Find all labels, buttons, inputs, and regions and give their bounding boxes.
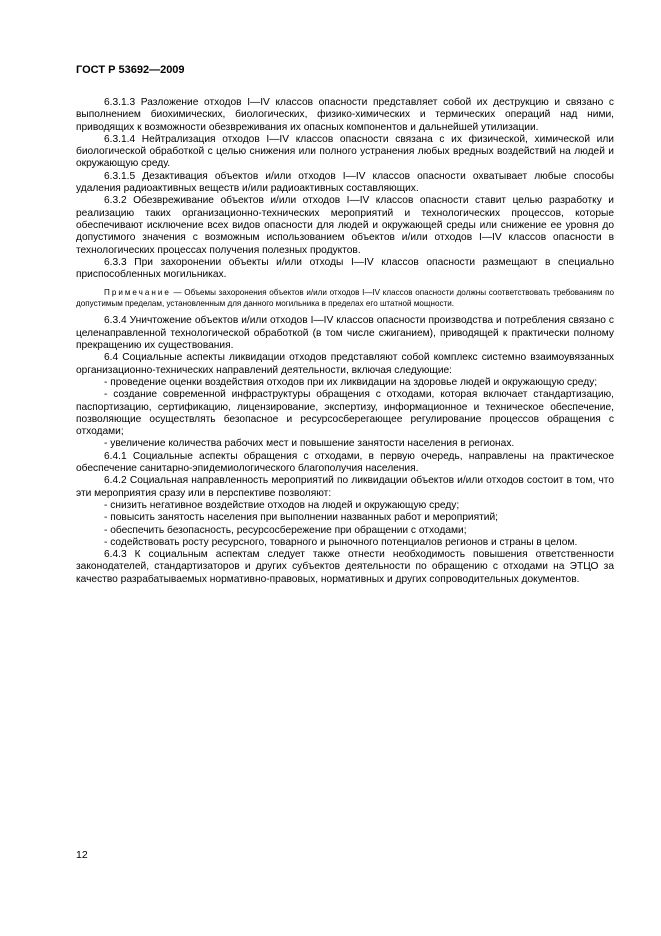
- list-item: - снизить негативное воздействие отходов на людей и окружающую среду;: [104, 499, 460, 511]
- paragraph-6-4-1: 6.4.1 Социальные аспекты обращения с отходами, в первую очередь, направлены на практическое обеспечение санитарно-эпидемиологического благополучия населения.: [76, 450, 614, 475]
- list-item: - обеспечить безопасность, ресурсосбережение при обращении с отходами;: [104, 524, 467, 536]
- document-header: ГОСТ Р 53692—2009: [76, 64, 185, 76]
- paragraph-6-4: 6.4 Социальные аспекты ликвидации отходов представляют собой комплекс системно взаимоувязанных организационно-технических направлений деятельности, включая следующие:: [76, 352, 614, 376]
- paragraph-6-4-2: 6.4.2 Социальная направленность мероприятий по ликвидации объектов и/или отходов состоит в том, что эти мероприятия сразу или в перспективе позволяют:: [76, 475, 614, 499]
- list-item: - содействовать росту ресурсного, товарного и рыночного потенциалов регионов и страны в целом.: [104, 536, 578, 548]
- list-item: - создание современной инфраструктуры обращения с отходами, которая включает стандартизацию, паспортизацию, сертификацию, лицензирование, экспертизу, информационное и техническое обеспечение, позволяющие осуществлять безопасное и ресурсосберегающее регулирование процессов обращения с отходами;: [76, 389, 614, 438]
- list-item: - проведение оценки воздействия отходов при их ликвидации на здоровье людей и окружающую среду;: [104, 376, 598, 388]
- note: [76, 287, 614, 309]
- paragraph-6-3-4: 6.3.4 Уничтожение объектов и/или отходов I—IV классов опасности производства и потребления связано с целенаправленной технологической обработкой (в том числе сжиганием), приводящей к практически полному прекращению их существования.: [76, 315, 614, 352]
- document-body: [76, 97, 614, 586]
- paragraph-6-3-1-5: 6.3.1.5 Дезактивация объектов и/или отходов I—IV классов опасности охватывает любые способы удаления радиоактивных веществ и/или радиоактивных составляющих.: [76, 170, 614, 195]
- note-label: Примечание: [104, 288, 171, 298]
- paragraph-6-3-1-4: 6.3.1.4 Нейтрализация отходов I—IV классов опасности связана с их физической, химической или биологической обработкой с целью снижения или полного устранения любых вредных воздействий на людей и окружающую среду.: [76, 133, 614, 170]
- paragraph-6-3-2: 6.3.2 Обезвреживание объектов и/или отходов I—IV классов опасности ставит целью разработку и реализацию таких организационно-технических мероприятий и технологических процессов, которые обеспечивают исключение всех видов опасности для людей и окружающей среды или снижение ее уровня до допустимого значения с возможным использованием объектов и/или отходов I—IV классов опасности в технологических процессах получения полезных продуктов.: [76, 195, 614, 256]
- note-text: — Объемы захоронения объектов и/или отходов I—IV классов опасности должны соответствовать требованиям по допустимым пределам, установленным для данного могильника в пределах его штатной мощности.: [76, 288, 614, 309]
- page-number: 12: [76, 849, 88, 861]
- list-item: - повысить занятость населения при выполнении названных работ и мероприятий;: [104, 512, 498, 524]
- paragraph-6-3-1-3: 6.3.1.3 Разложение отходов I—IV классов опасности представляет собой их деструкцию и связано с выполнением биохимических, биологических, физико-химических и термических операций над ними, приводящих к возможности обезвреживания их опасных компонентов и дальнейшей утилизации.: [76, 97, 614, 133]
- list-item: - увеличение количества рабочих мест и повышение занятости населения в регионах.: [104, 438, 515, 450]
- paragraph-6-4-3: 6.4.3 К социальным аспектам следует также отнести необходимость повышения ответственности законодателей, стандартизаторов и других субъектов деятельности по обращению с отходами на ЭТЦО за качество разрабатываемых нормативно-правовых, нормативных и других сопроводительных документов.: [76, 549, 614, 585]
- paragraph-6-3-3: 6.3.3 При захоронении объекты и/или отходы I—IV классов опасности размещают в специально приспособленных могильниках.: [76, 256, 614, 281]
